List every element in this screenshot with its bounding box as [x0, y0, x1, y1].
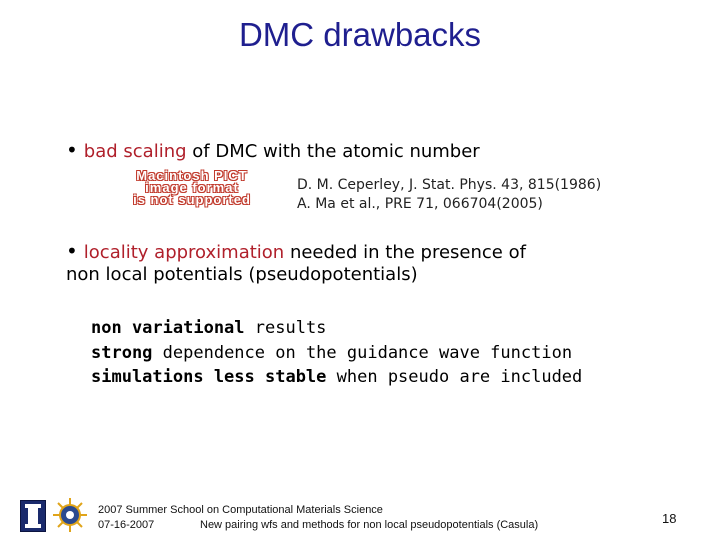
unsupported-pict-image [112, 170, 272, 210]
footer-date: 07-16-2007 [98, 519, 155, 531]
bullet-text: needed in the presence of [284, 242, 526, 263]
list-item-text: dependence on the guidance wave function [152, 342, 573, 363]
bullet-dot: • [66, 138, 78, 162]
list-item [91, 316, 582, 341]
slide-title: DMC drawbacks [238, 16, 482, 53]
footer-text [98, 503, 538, 533]
sun-logo-icon [52, 497, 88, 533]
page-number: 18 [662, 511, 677, 526]
list-item-text: when pseudo are included [326, 367, 583, 387]
references [297, 176, 601, 214]
reference-item: A. Ma et al., PRE 71, 066704(2005) [297, 196, 543, 212]
bullet-continuation: non local potentials (pseudopotentials) [66, 264, 418, 285]
bullet-bad-scaling [66, 138, 480, 162]
pict-line-1: Macintosh PICT [136, 168, 248, 183]
bullet-text: of DMC with the atomic number [186, 141, 480, 162]
footer-event: 2007 Summer School on Computational Materials Science [98, 504, 383, 516]
pict-line-2: image format [145, 180, 239, 195]
list-item-text: results [244, 318, 327, 338]
bullet-highlight: bad scaling [83, 141, 187, 162]
list-item-bold: strong [91, 342, 153, 363]
reference-item: D. M. Ceperley, J. Stat. Phys. 43, 815(1986) [297, 177, 602, 193]
bullet-locality [66, 239, 526, 263]
consequences-list [91, 316, 582, 390]
list-item-bold: non variational [91, 318, 245, 338]
list-item-bold: simulations less stable [91, 367, 327, 387]
pict-line-3: is not supported [133, 192, 251, 207]
bullet-highlight: locality approximation [83, 242, 285, 263]
footer-talk: New pairing wfs and methods for non local pseudopotentials (Casula) [200, 519, 539, 531]
university-logo-icon [20, 500, 46, 532]
bullet-dot: • [66, 239, 78, 263]
list-item [91, 365, 582, 390]
list-item [91, 341, 582, 366]
